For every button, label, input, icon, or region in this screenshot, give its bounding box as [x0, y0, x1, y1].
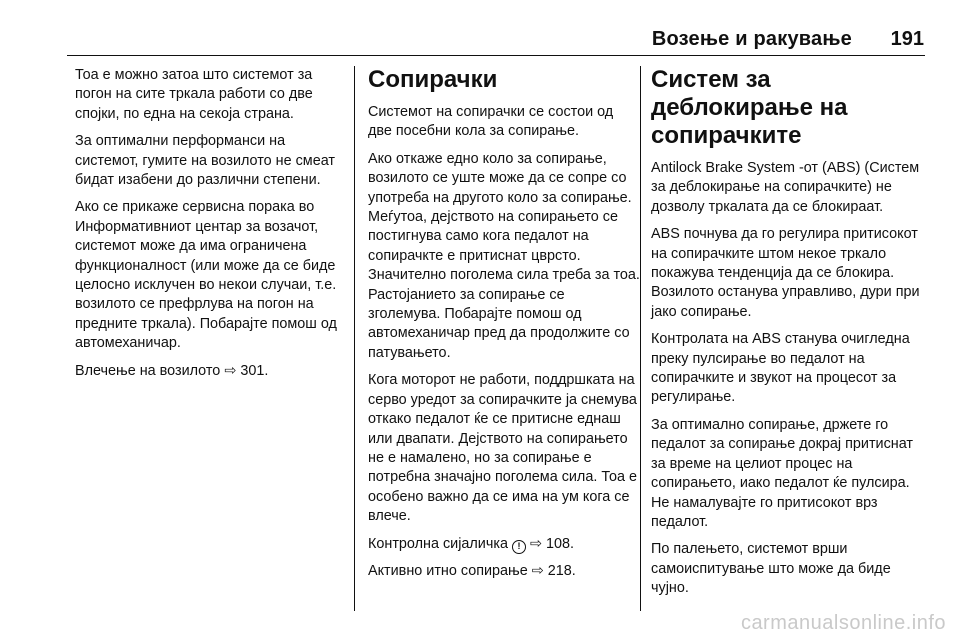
- cross-reference: [368, 535, 640, 554]
- cross-reference-text: Контролна сијаличка: [368, 535, 508, 552]
- paragraph: Кога моторот не работи, поддршката на серво уредот за сопирачките ја снемува откако педалот ќе се притисне еднаш или двапати. Дејството на сопирањето не е намалено, но за сопирање е потребна значајно поголема сила. Тоа е особено важно да се има на ум кога се влече.: [368, 372, 638, 525]
- brake-telltale-icon: !: [512, 540, 526, 554]
- header-rule: [67, 55, 925, 56]
- cross-reference-page: 218.: [547, 562, 576, 579]
- section-title: Возење и ракување: [651, 28, 852, 50]
- paragraph: ABS почнува да го регулира притисокот на сопирачките штом некое тркало покажува тенденција да се блокира. Возилото останува управливо, дури при јако сопирање.: [651, 226, 920, 320]
- page-reference-icon: ⇨: [531, 562, 544, 579]
- paragraph: Системот на сопирачки се состои од две посебни кола за сопирање.: [368, 104, 614, 140]
- section-heading: Систем за деблокирање на сопирачките: [651, 66, 848, 149]
- cross-reference-text: Активно итно сопирање: [368, 562, 528, 579]
- paragraph: За оптимални перформанси на системот, гумите на возилото не смеат бидат изабени до различни степени.: [75, 133, 335, 189]
- page-reference-icon: ⇨: [529, 535, 543, 552]
- cross-reference-page: 108.: [545, 535, 574, 552]
- cross-reference-page: 301.: [240, 362, 269, 379]
- cross-reference: [368, 562, 640, 581]
- paragraph: Контролата на ABS станува очигледна преку пулсирање во педалот на сопирачките и звукот на процесот за регулирање.: [651, 331, 910, 406]
- section-heading: Сопирачки: [368, 66, 498, 93]
- paragraph: Ако откаже едно коло за сопирање, возилото се уште може да се сопре со употреба на другото коло за сопирање. Меѓутоа, дејството на сопирањето се постигнува само кога педалот на сопирачкте е притиснат цврсто. Значително поголема сила треба за тоа. Растојанието за сопирање се зголемува. Побарајте помош од автомеханичар пред да продолжите со патувањето.: [368, 150, 640, 361]
- column-right: [651, 66, 923, 607]
- watermark: carmanualsonline.info: [740, 612, 946, 634]
- column-divider: [354, 66, 355, 611]
- page-reference-icon: ⇨: [224, 362, 237, 379]
- paragraph: Antilock Brake System -от (ABS) (Систем за деблокирање на сопирачките) не дозволу тркалата да се блокираат.: [651, 160, 920, 215]
- paragraph: За оптимално сопирање, држете го педалот за сопирање докрај притиснат за време на целиот процес на сопирањето, иако педалот ќе пулсира. Не намалувајте го притисокот врз педалот.: [651, 416, 913, 530]
- paragraph: Ако се прикаже сервисна порака во Информативниот центар за возачот, системот може да има ограничена функционалност (или може да се биде целосно исклучен во некои случаи, т.е. возилото се префрлува на погон на предните тркала). Побарајте помош од автомеханичар.: [75, 199, 337, 352]
- paragraph: Тоа е можно затоа што системот за погон на сите тркала работи со две спојки, по една на секоја страна.: [75, 67, 313, 122]
- paragraph: По палењето, системот врши самоиспитување што може да биде чујно.: [651, 541, 891, 597]
- page-number: 191: [890, 28, 924, 50]
- column-divider: [640, 66, 641, 611]
- cross-reference-text: Влечење на возилото: [75, 362, 221, 379]
- column-left: [75, 66, 347, 389]
- cross-reference: [75, 362, 347, 381]
- column-middle: [368, 66, 640, 589]
- page-header: [0, 0, 960, 56]
